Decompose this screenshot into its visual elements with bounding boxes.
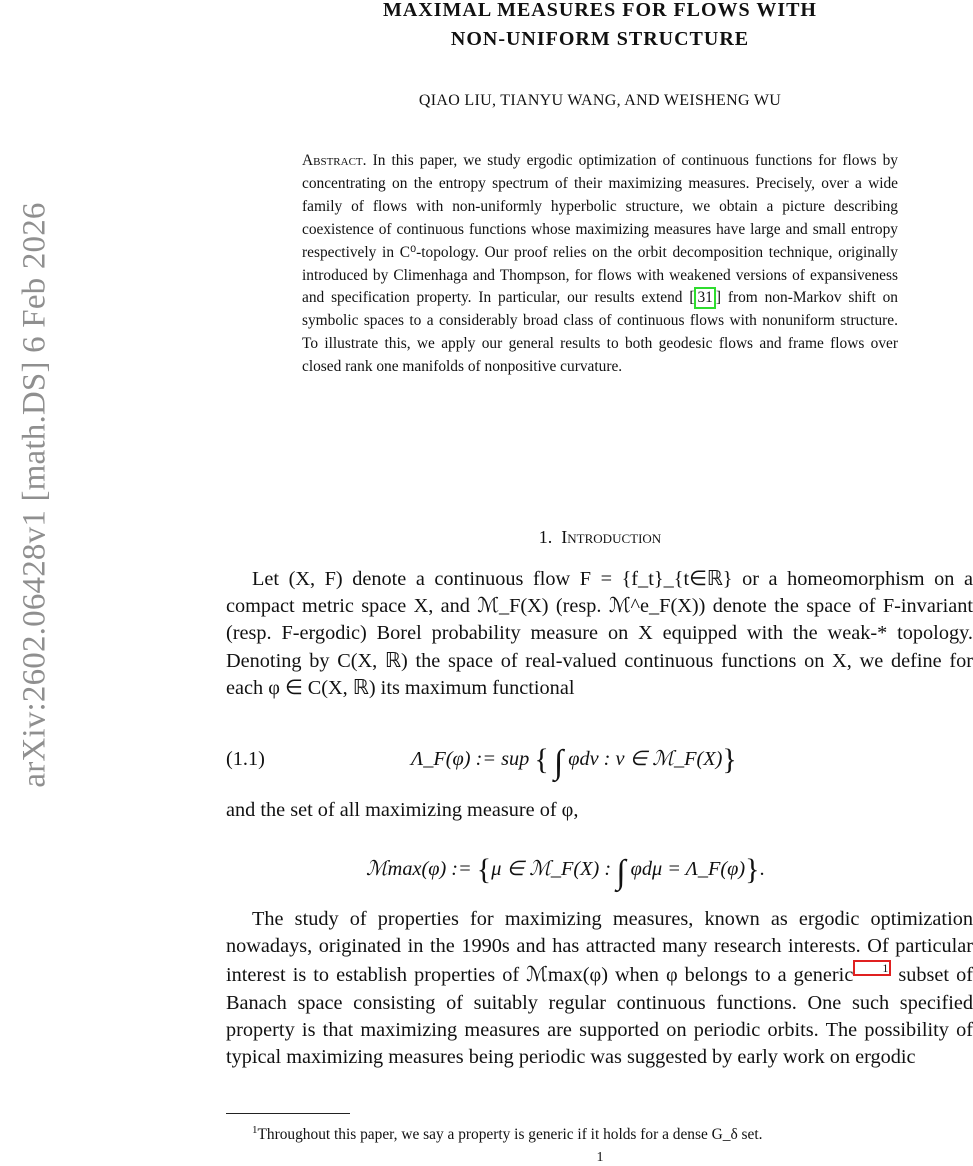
- right-brace-glyph: }: [745, 853, 760, 886]
- eq1-content: φdν : ν ∈ ℳ_F(X): [568, 748, 723, 770]
- arxiv-id: arXiv:2602.06428v1 [math.DS] 6 Feb 2026: [16, 202, 53, 788]
- paragraph-3-text-2: subset of Banach space consisting of suitably regular continuous functions. One such specified property is that maximizing measures are supported on periodic orbits. The possibility of typical maximizing measures being periodic was suggested by early work on ergodic: [226, 964, 973, 1069]
- section-number: 1.: [538, 527, 553, 547]
- eq1-lhs: Λ_F(φ) := sup: [411, 748, 530, 770]
- paragraph-3-text-1: The study of properties for maximizing measures, known as ergodic optimization nowadays, originated in the 1990s and has attracted many research interests. Of particular interest is to establish properties of ℳmax(φ) when φ belongs to a generic: [226, 908, 973, 987]
- footnote-divider: [226, 1113, 350, 1114]
- abstract-text-2: ] from non-Markov shift on symbolic spaces to a considerably broad class of continuous flows with nonuniform structure. To illustrate this, we apply our general results to both geodesic flows and frame flows over closed rank one manifolds of nonpositive curvature.: [302, 289, 898, 376]
- integral-glyph: ∫: [616, 854, 626, 891]
- footnote-link[interactable]: 1: [853, 960, 891, 976]
- abstract: [302, 150, 898, 379]
- paragraph-2: and the set of all maximizing measure of φ,: [226, 799, 579, 821]
- paper-title: [250, 0, 950, 54]
- eq2-lhs: ℳmax(φ) :=: [366, 858, 472, 880]
- equation-body: ℳmax(φ) := {μ ∈ ℳ_F(X) : ∫ φdμ = Λ_F(φ)}.: [366, 853, 765, 891]
- eq2-content: μ ∈ ℳ_F(X) :: [491, 858, 612, 880]
- title-line-2: NON-UNIFORM STRUCTURE: [450, 28, 750, 50]
- equation-number: (1.1): [226, 748, 265, 770]
- footnote: [252, 1124, 972, 1144]
- arxiv-stamp: [0, 0, 60, 900]
- citation-link[interactable]: 31: [694, 287, 715, 309]
- equation-body: [411, 743, 737, 782]
- footnote-text: Throughout this paper, we say a property is generic if it holds for a dense G_δ set.: [257, 1126, 763, 1144]
- left-brace-glyph: {: [476, 853, 492, 886]
- eq2-rhs: φdμ = Λ_F(φ): [630, 858, 746, 880]
- paragraph-1: Let (X, F) denote a continuous flow F = {f_t}_{t∈ℝ} or a homeomorphism on a compact metric space X, and ℳ_F(X) (resp. ℳ^e_F(X)) denote the space of F-invariant (resp. F-ergodic) Borel probability measure on X equipped with the weak-* topology. Denoting by C(X, ℝ) the space of real-valued continuous functions on X, we define for each φ ∈ C(X, ℝ) its maximum functional: [226, 568, 973, 699]
- page-number: 1: [596, 1150, 604, 1165]
- abstract-text-1: In this paper, we study ergodic optimization of continuous functions for flows by concentrating on the entropy spectrum of their maximizing measures. Precisely, over a wide family of flows with non-uniformly hyperbolic structure, we obtain a picture describing coexistence of continuous functions whose maximizing measures have large and small entropy respectively in C⁰-topology. Our proof relies on the orbit decomposition technique, originally introduced by Climenhaga and Thompson, for flows with weakened versions of expansiveness and specification property. In particular, our results extend [: [302, 152, 898, 307]
- right-brace-glyph: }: [722, 743, 737, 776]
- abstract-label: Abstract.: [302, 152, 367, 169]
- left-brace-glyph: {: [534, 743, 549, 776]
- footnote-marker: 1: [252, 1124, 258, 1136]
- author-list: QIAO LIU, TIANYU WANG, AND WEISHENG WU: [418, 92, 782, 109]
- paragraph-3: [226, 906, 973, 1071]
- section-title: Introduction: [561, 527, 662, 547]
- section-heading: [400, 527, 800, 548]
- integral-glyph: ∫: [553, 744, 564, 781]
- title-line-1: MAXIMAL MEASURES FOR FLOWS WITH: [382, 0, 817, 21]
